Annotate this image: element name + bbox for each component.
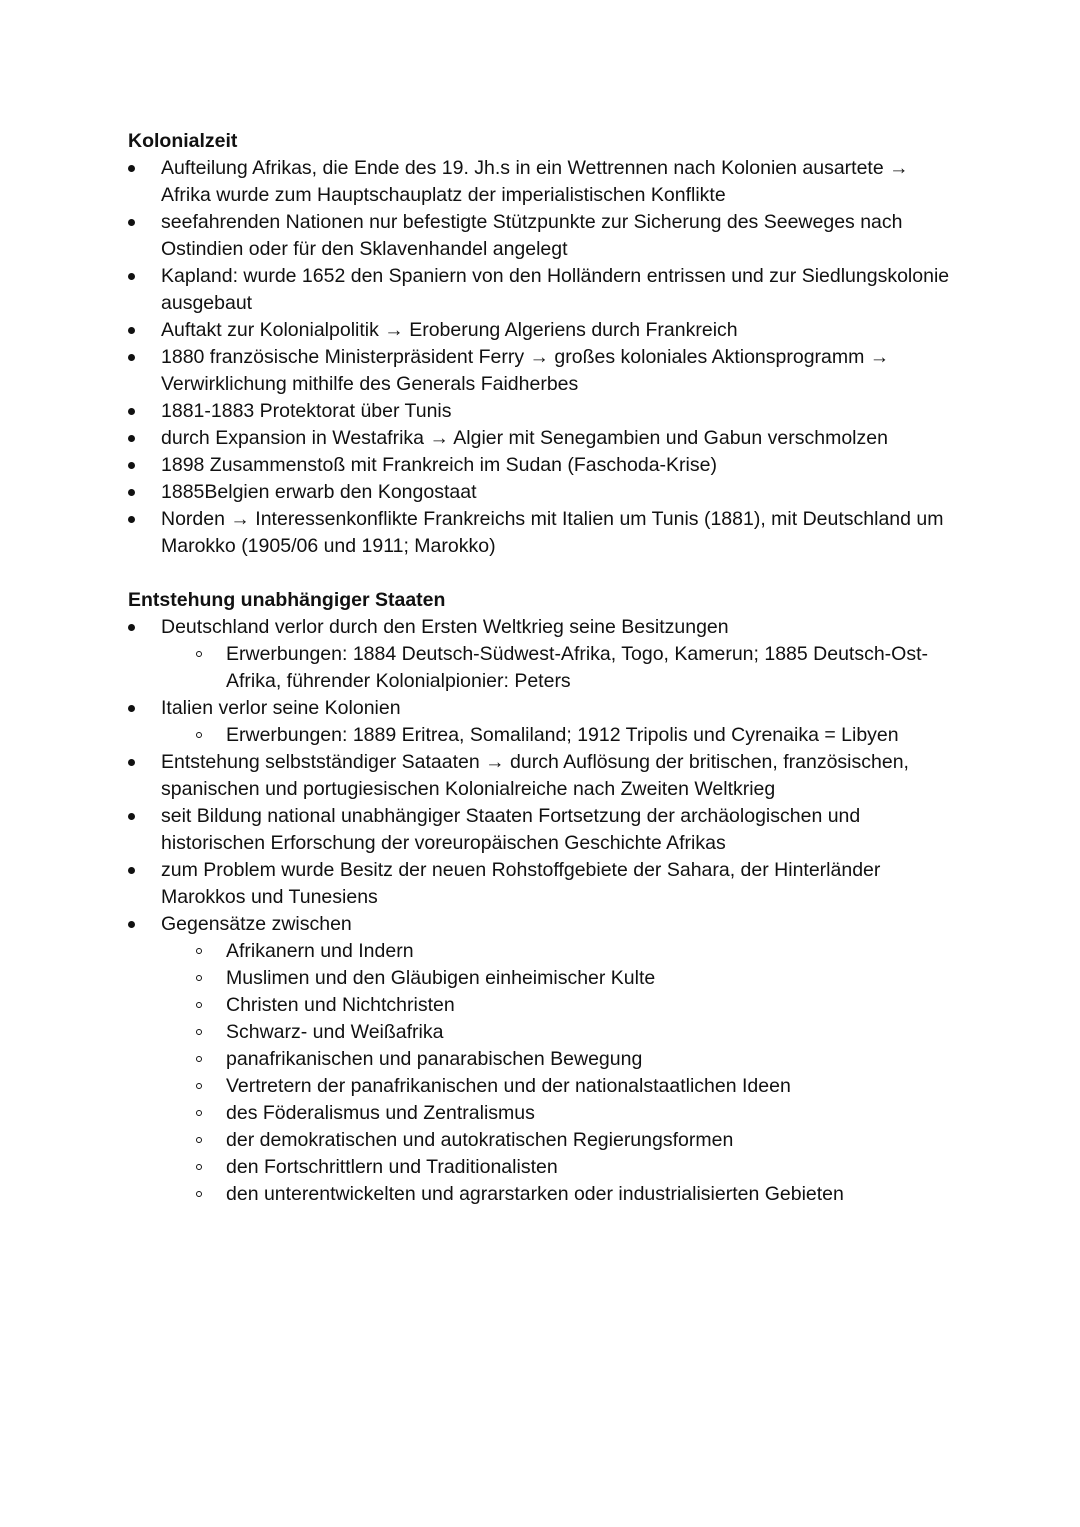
circle-bullet-icon xyxy=(196,1002,202,1008)
list-item xyxy=(128,425,958,452)
list-item xyxy=(128,506,958,560)
sub-list-item xyxy=(161,1019,958,1046)
sub-list-item-text: Vertretern der panafrikanischen und der nationalstaatlichen Ideen xyxy=(226,1075,791,1097)
list-item xyxy=(128,857,958,911)
sub-list-item-text: den unterentwickelten und agrarstarken oder industrialisierten Gebieten xyxy=(226,1183,844,1205)
list-item xyxy=(128,911,958,1208)
sub-list-item-text: den Fortschrittlern und Traditionalisten xyxy=(226,1156,558,1178)
list-item-text: 1881-1883 Protektorat über Tunis xyxy=(161,400,452,422)
list-item-text: Deutschland verlor durch den Ersten Weltkrieg seine Besitzungen xyxy=(161,616,729,638)
circle-bullet-icon xyxy=(196,1110,202,1116)
list-item xyxy=(128,317,958,344)
bullet-icon xyxy=(128,489,135,496)
sub-list-item-text: Muslimen und den Gläubigen einheimischer Kulte xyxy=(226,967,656,989)
list-item-text: 1898 Zusammenstoß mit Frankreich im Sudan (Faschoda-Krise) xyxy=(161,454,717,476)
bullet-icon xyxy=(128,219,135,226)
bullet-icon xyxy=(128,165,135,172)
bullet-icon xyxy=(128,867,135,874)
bullet-list xyxy=(128,155,958,560)
bullet-icon xyxy=(128,516,135,523)
circle-bullet-icon xyxy=(196,975,202,981)
bullet-icon xyxy=(128,921,135,928)
bullet-icon xyxy=(128,327,135,334)
sub-list-item xyxy=(161,1154,958,1181)
list-item-text: seefahrenden Nationen nur befestigte Stützpunkte zur Sicherung des Seeweges nach Ostindien oder für den Sklavenhandel angelegt xyxy=(161,211,903,260)
section-title: Kolonialzeit xyxy=(128,130,238,152)
list-item xyxy=(128,344,958,398)
section-title: Entstehung unabhängiger Staaten xyxy=(128,589,446,611)
sub-list-item xyxy=(161,1100,958,1127)
bullet-icon xyxy=(128,435,135,442)
list-item xyxy=(128,695,958,749)
circle-bullet-icon xyxy=(196,1191,202,1197)
sub-list-item xyxy=(161,992,958,1019)
list-item-text: Gegensätze zwischen xyxy=(161,913,352,935)
sub-list-item-text: Afrikanern und Indern xyxy=(226,940,414,962)
bullet-icon xyxy=(128,273,135,280)
bullet-icon xyxy=(128,624,135,631)
list-item-text: Auftakt zur Kolonialpolitik → Eroberung Algeriens durch Frankreich xyxy=(161,319,738,341)
bullet-icon xyxy=(128,813,135,820)
circle-bullet-icon xyxy=(196,651,202,657)
sub-list-item-text: Erwerbungen: 1889 Eritrea, Somaliland; 1912 Tripolis und Cyrenaika = Libyen xyxy=(226,724,899,746)
list-item xyxy=(128,209,958,263)
list-item-text: Italien verlor seine Kolonien xyxy=(161,697,401,719)
section xyxy=(128,587,958,1208)
list-item xyxy=(128,452,958,479)
sub-list-item-text: Erwerbungen: 1884 Deutsch-Südwest-Afrika, Togo, Kamerun; 1885 Deutsch-Ost-Afrika, führender Kolonialpionier: Peters xyxy=(226,643,928,692)
sub-list-item xyxy=(161,1046,958,1073)
sub-list-item xyxy=(161,1127,958,1154)
list-item xyxy=(128,155,958,209)
list-item xyxy=(128,263,958,317)
circle-bullet-icon xyxy=(196,948,202,954)
sub-list-item-text: Christen und Nichtchristen xyxy=(226,994,455,1016)
sub-list-item-text: des Föderalismus und Zentralismus xyxy=(226,1102,535,1124)
sub-list-item-text: panafrikanischen und panarabischen Bewegung xyxy=(226,1048,643,1070)
sub-list-item xyxy=(161,641,958,695)
list-item xyxy=(128,614,958,695)
sub-list-item xyxy=(161,1073,958,1100)
circle-bullet-icon xyxy=(196,1029,202,1035)
list-item xyxy=(128,749,958,803)
bullet-list xyxy=(128,614,958,1208)
list-item xyxy=(128,479,958,506)
circle-bullet-icon xyxy=(196,1083,202,1089)
list-item-text: 1885Belgien erwarb den Kongostaat xyxy=(161,481,477,503)
sub-list xyxy=(161,938,958,1208)
list-item-text: zum Problem wurde Besitz der neuen Rohstoffgebiete der Sahara, der Hinterländer Marokkos und Tunesiens xyxy=(161,859,881,908)
sub-list xyxy=(161,722,958,749)
circle-bullet-icon xyxy=(196,1164,202,1170)
section xyxy=(128,128,958,560)
circle-bullet-icon xyxy=(196,1137,202,1143)
bullet-icon xyxy=(128,705,135,712)
sub-list-item xyxy=(161,722,958,749)
list-item-text: Norden → Interessenkonflikte Frankreichs mit Italien um Tunis (1881), mit Deutschland um Marokko (1905/06 und 1911; Marokko) xyxy=(161,508,944,557)
list-item xyxy=(128,398,958,425)
sub-list-item-text: Schwarz- und Weißafrika xyxy=(226,1021,444,1043)
sub-list xyxy=(161,641,958,695)
bullet-icon xyxy=(128,408,135,415)
document-content xyxy=(128,128,958,1208)
list-item-text: Entstehung selbstständiger Sataaten → durch Auflösung der britischen, französischen, spanischen und portugiesischen Kolonialreiche nach Zweiten Weltkrieg xyxy=(161,751,909,800)
sub-list-item xyxy=(161,965,958,992)
sub-list-item-text: der demokratischen und autokratischen Regierungsformen xyxy=(226,1129,734,1151)
circle-bullet-icon xyxy=(196,1056,202,1062)
circle-bullet-icon xyxy=(196,732,202,738)
bullet-icon xyxy=(128,759,135,766)
list-item-text: durch Expansion in Westafrika → Algier mit Senegambien und Gabun verschmolzen xyxy=(161,427,888,449)
bullet-icon xyxy=(128,354,135,361)
list-item-text: seit Bildung national unabhängiger Staaten Fortsetzung der archäologischen und historischen Erforschung der voreuropäischen Geschichte Afrikas xyxy=(161,805,861,854)
list-item-text: 1880 französische Ministerpräsident Ferry → großes koloniales Aktionsprogramm → Verwirklichung mithilfe des Generals Faidherbes xyxy=(161,346,890,395)
bullet-icon xyxy=(128,462,135,469)
list-item-text: Kapland: wurde 1652 den Spaniern von den Holländern entrissen und zur Siedlungskolonie ausgebaut xyxy=(161,265,950,314)
sub-list-item xyxy=(161,1181,958,1208)
list-item-text: Aufteilung Afrikas, die Ende des 19. Jh.s in ein Wettrennen nach Kolonien ausartete → Afrika wurde zum Hauptschauplatz der imperialistischen Konflikte xyxy=(161,157,909,206)
sub-list-item xyxy=(161,938,958,965)
list-item xyxy=(128,803,958,857)
